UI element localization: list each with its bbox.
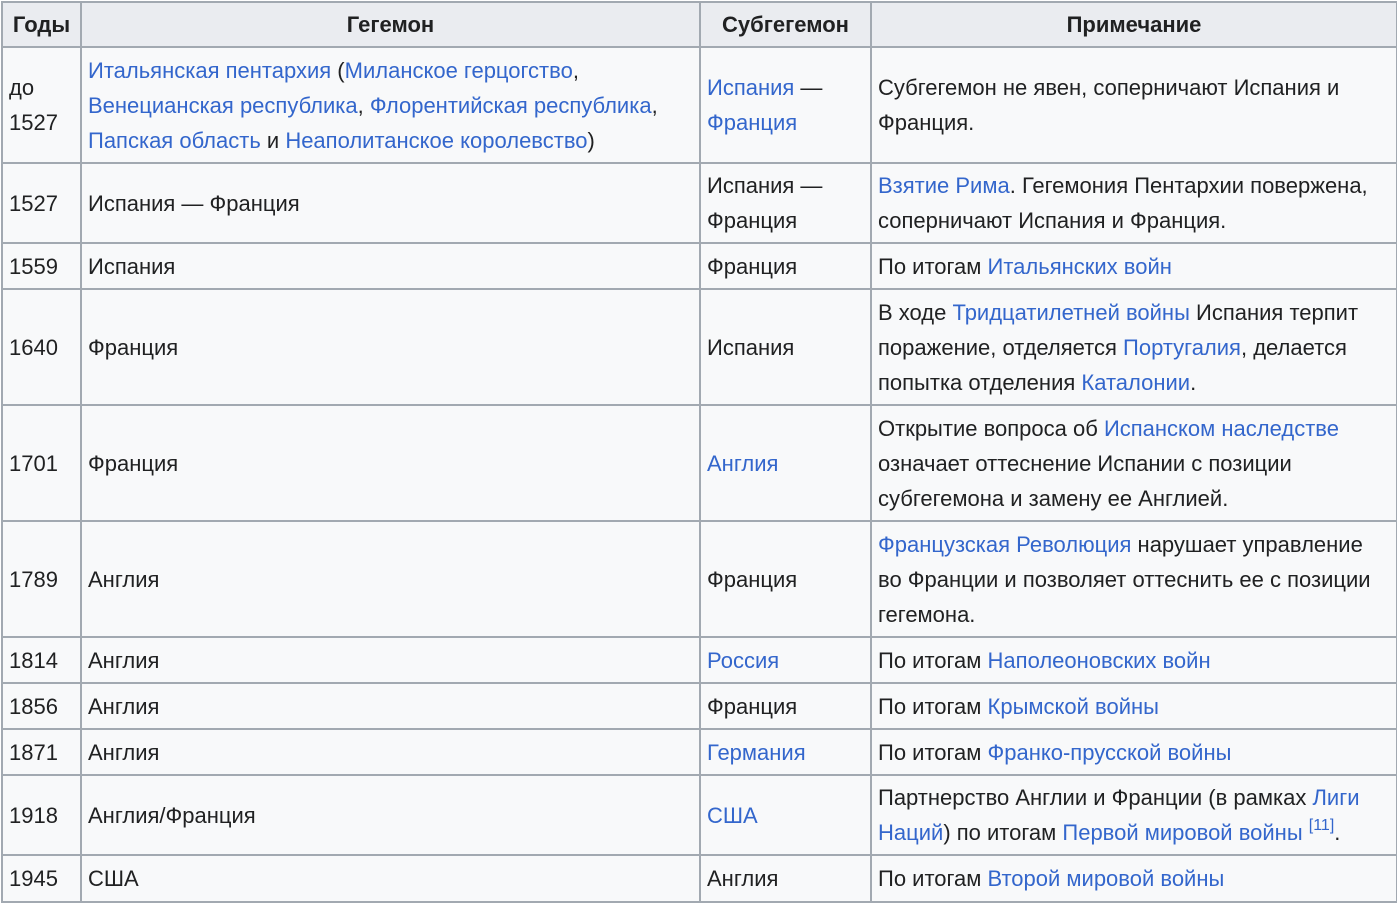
year-cell: 1527 <box>2 163 81 243</box>
text-fragment: Субгегемон не явен, соперничают Испания и Франция. <box>878 75 1340 135</box>
subhegemon-cell <box>700 729 871 775</box>
table-row <box>2 405 1397 521</box>
year-cell: до 1527 <box>2 47 81 163</box>
text-fragment: Франция <box>707 253 798 279</box>
year-cell: 1871 <box>2 729 81 775</box>
year-cell: 1856 <box>2 683 81 729</box>
text-fragment: Франция <box>707 566 798 592</box>
hegemon-cell <box>81 521 700 637</box>
wiki-link[interactable]: Первой мировой войны <box>1062 820 1303 845</box>
note-cell <box>871 729 1397 775</box>
text-fragment: По итогам <box>878 866 988 891</box>
text-fragment: Франция <box>88 450 179 476</box>
wiki-link[interactable]: Флорентийская республика <box>369 92 652 118</box>
note-cell <box>871 637 1397 683</box>
note-cell <box>871 163 1397 243</box>
wiki-link[interactable]: Франко-прусской войны <box>987 739 1232 765</box>
year-cell: 1945 <box>2 855 81 902</box>
year-cell: 1918 <box>2 775 81 855</box>
wiki-link[interactable]: Венецианская республика <box>88 92 358 118</box>
year-cell: 1814 <box>2 637 81 683</box>
hegemon-cell <box>81 683 700 729</box>
hegemon-cell <box>81 289 700 405</box>
wiki-link[interactable]: Крымской войны <box>987 693 1159 719</box>
hegemon-cell <box>81 637 700 683</box>
header-hegemon: Гегемон <box>81 2 700 47</box>
text-fragment: Англия <box>88 739 160 765</box>
year-cell: 1640 <box>2 289 81 405</box>
wiki-link[interactable]: Тридцатилетней войны <box>952 299 1190 325</box>
note-cell <box>871 855 1397 902</box>
header-subhegemon: Субгегемон <box>700 2 871 47</box>
text-fragment: , <box>572 57 579 83</box>
wiki-link[interactable]: Неаполитанское королевство <box>285 127 588 153</box>
hegemon-cell <box>81 855 700 902</box>
text-fragment: Испания <box>88 253 176 279</box>
subhegemon-cell <box>700 47 871 163</box>
text-fragment: ) <box>587 127 595 153</box>
text-fragment: В ходе <box>878 299 953 325</box>
table-row <box>2 855 1397 902</box>
text-fragment: По итогам <box>878 739 988 765</box>
text-fragment: По итогам <box>878 253 988 279</box>
text-fragment: Испания — Франция <box>88 190 300 216</box>
table-row <box>2 729 1397 775</box>
text-fragment: Испания терпит поражение, отделяется <box>878 299 1359 360</box>
table-row <box>2 637 1397 683</box>
reference-link[interactable]: [11] <box>1308 816 1335 834</box>
text-fragment: — <box>794 75 823 100</box>
wiki-link[interactable]: Итальянских войн <box>987 253 1172 279</box>
text-fragment: Партнерство Англии и Франции (в рамках <box>878 785 1313 810</box>
subhegemon-cell <box>700 683 871 729</box>
hegemon-cell <box>81 729 700 775</box>
note-cell <box>871 775 1397 855</box>
note-cell <box>871 683 1397 729</box>
hegemon-cell <box>81 163 700 243</box>
hegemony-table <box>1 1 1397 903</box>
text-fragment: и <box>260 127 286 153</box>
text-fragment: ( <box>331 57 345 83</box>
subhegemon-cell <box>700 521 871 637</box>
text-fragment: Франция <box>707 693 798 719</box>
wiki-link[interactable]: Миланское герцогство <box>344 57 573 83</box>
table-row <box>2 683 1397 729</box>
header-years: Годы <box>2 2 81 47</box>
wiki-link[interactable]: Каталонии <box>1081 369 1191 395</box>
subhegemon-cell <box>700 775 871 855</box>
text-fragment: Англия <box>88 693 160 719</box>
note-cell <box>871 289 1397 405</box>
year-cell: 1789 <box>2 521 81 637</box>
wiki-link[interactable]: Португалия <box>1123 334 1241 360</box>
hegemon-cell <box>81 243 700 289</box>
header-row <box>2 2 1397 47</box>
text-fragment: По итогам <box>878 693 988 719</box>
text-fragment: Англия <box>707 866 779 891</box>
text-fragment: ) по итогам <box>943 820 1063 845</box>
table-row <box>2 47 1397 163</box>
text-fragment: , <box>651 92 658 118</box>
subhegemon-cell <box>700 405 871 521</box>
text-fragment: Англия/Франция <box>88 802 256 828</box>
text-fragment: . <box>1334 820 1341 845</box>
subhegemon-cell <box>700 289 871 405</box>
wiki-link[interactable]: Германия <box>707 739 806 765</box>
text-fragment: По итогам <box>878 647 988 673</box>
table-row <box>2 163 1397 243</box>
year-cell: 1559 <box>2 243 81 289</box>
text-fragment: , <box>357 92 370 118</box>
text-fragment: нарушает управление во Франции и позволяет оттеснить ее с позиции гегемона. <box>878 531 1371 627</box>
table-row <box>2 243 1397 289</box>
wiki-link[interactable]: Лиги Наций <box>878 785 1360 845</box>
wiki-link[interactable]: США <box>707 802 758 828</box>
note-cell <box>871 243 1397 289</box>
text-fragment: Испания — Франция <box>707 173 823 233</box>
text-fragment: Испания <box>707 334 795 360</box>
wiki-link[interactable]: Россия <box>707 647 780 673</box>
hegemon-cell <box>81 47 700 163</box>
table-row <box>2 289 1397 405</box>
reference-superscript <box>1309 817 1335 834</box>
subhegemon-cell <box>700 855 871 902</box>
wiki-link[interactable]: Испания <box>707 75 795 100</box>
table-row <box>2 775 1397 855</box>
hegemon-cell <box>81 405 700 521</box>
text-fragment: , делается попытка отделения <box>878 334 1347 395</box>
wiki-link[interactable]: Англия <box>707 450 779 476</box>
text-fragment: . <box>1190 369 1197 395</box>
text-fragment: Англия <box>88 566 160 592</box>
text-fragment: Англия <box>88 647 160 673</box>
wiki-link[interactable]: Второй мировой войны <box>987 866 1225 891</box>
wiki-link[interactable]: Наполеоновских войн <box>987 647 1211 673</box>
wiki-link[interactable]: Франция <box>707 110 798 135</box>
wiki-link[interactable]: Французская Революция <box>878 531 1132 557</box>
text-fragment: означает оттеснение Испании с позиции субгегемона и замену ее Англией. <box>878 450 1292 511</box>
year-cell: 1701 <box>2 405 81 521</box>
text-fragment: Открытие вопроса об <box>878 415 1104 441</box>
subhegemon-cell <box>700 243 871 289</box>
note-cell <box>871 521 1397 637</box>
wiki-link[interactable]: Итальянская пентархия <box>88 57 332 83</box>
note-cell <box>871 405 1397 521</box>
subhegemon-cell <box>700 637 871 683</box>
text-fragment: Франция <box>88 334 179 360</box>
header-note: Примечание <box>871 2 1397 47</box>
table-row <box>2 521 1397 637</box>
text-fragment: США <box>88 866 139 891</box>
hegemon-cell <box>81 775 700 855</box>
text-fragment: . Гегемония Пентархии повержена, соперничают Испания и Франция. <box>878 173 1368 233</box>
wiki-link[interactable]: Взятие Рима <box>878 173 1010 198</box>
subhegemon-cell <box>700 163 871 243</box>
wiki-link[interactable]: Папская область <box>88 127 261 153</box>
wiki-link[interactable]: Испанском наследстве <box>1103 415 1339 441</box>
note-cell <box>871 47 1397 163</box>
